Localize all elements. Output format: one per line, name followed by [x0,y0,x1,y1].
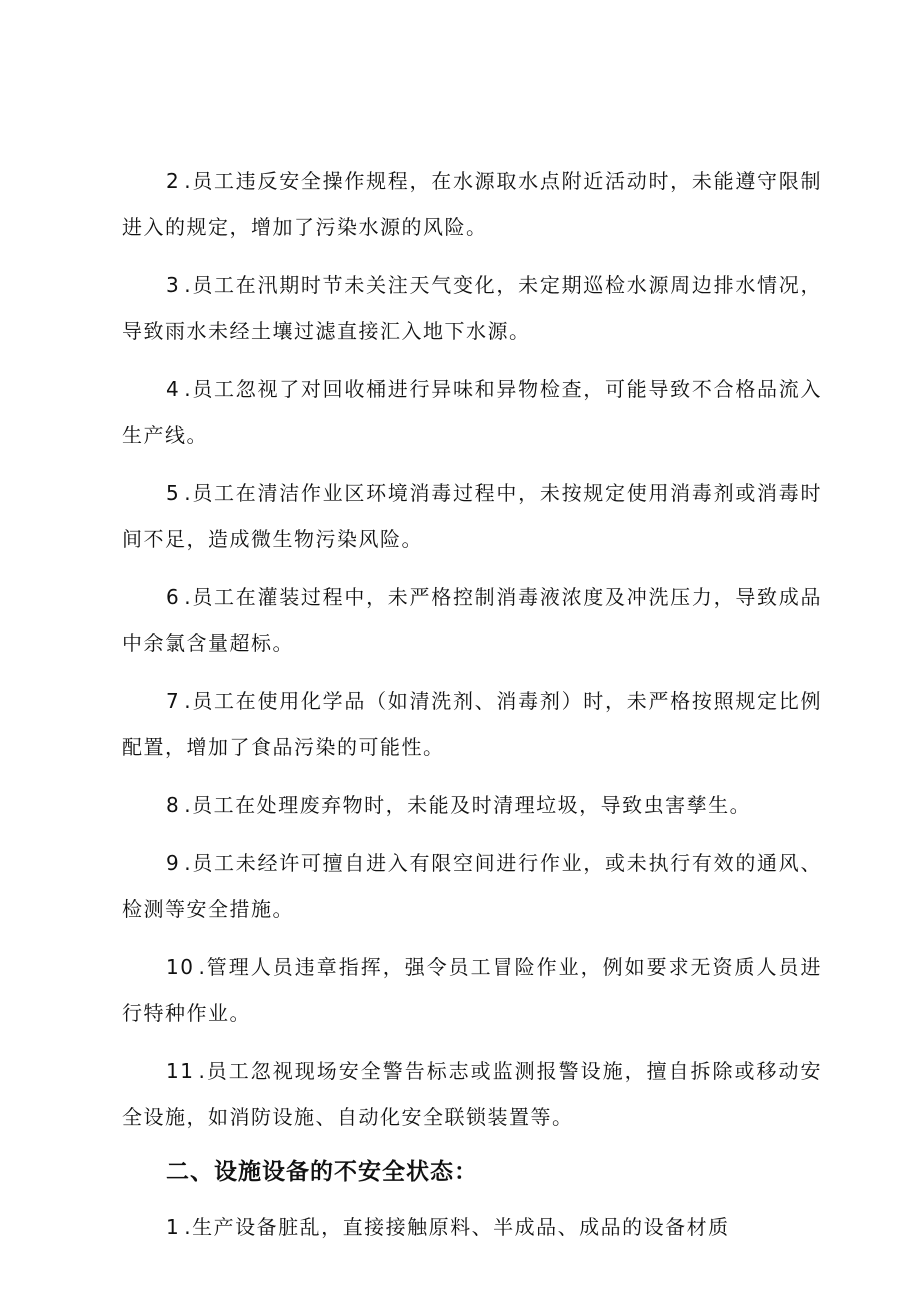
item-number: 1 [166,1215,181,1239]
item-text: .员工在汛期时节未关注天气变化，未定期巡检水源周边排水情况，导致雨水未经土壤过滤直接汇入地下水源。 [122,273,822,343]
item-number: 4 [166,377,181,401]
list-item-9 [122,840,822,932]
item-number: 11 [166,1059,195,1083]
item-text: .员工在清洁作业区环境消毒过程中，未按规定使用消毒剂或消毒时间不足，造成微生物污染风险。 [122,481,822,551]
item-text: .生产设备脏乱，直接接触原料、半成品、成品的设备材质 [184,1215,730,1239]
list-item-8 [122,782,822,828]
list-item-11 [122,1048,822,1140]
document-body [122,158,822,1262]
item-number: 3 [166,273,181,297]
list-item-2 [122,158,822,250]
list-item-3 [122,262,822,354]
item-text: .管理人员违章指挥，强令员工冒险作业，例如要求无资质人员进行特种作业。 [122,955,822,1025]
list-item-5 [122,470,822,562]
item-number: 7 [166,689,181,713]
item-text: .员工在处理废弃物时，未能及时清理垃圾，导致虫害孳生。 [184,793,752,817]
item-text: .员工在灌装过程中，未严格控制消毒液浓度及冲洗压力，导致成品中余氯含量超标。 [122,585,822,655]
item-text: .员工在使用化学品（如清洗剂、消毒剂）时，未严格按照规定比例配置，增加了食品污染的可能性。 [122,689,822,759]
item-number: 10 [166,955,195,979]
section-heading: 二、设施设备的不安全状态： [166,1159,478,1185]
item-text: .员工忽视现场安全警告标志或监测报警设施，擅自拆除或移动安全设施，如消防设施、自动化安全联锁装置等。 [122,1059,822,1129]
list-item-4 [122,366,822,458]
list-item-10 [122,944,822,1036]
item-number: 8 [166,793,181,817]
item-text: .员工违反安全操作规程，在水源取水点附近活动时，未能遵守限制进入的规定，增加了污染水源的风险。 [122,169,822,239]
item-number: 2 [166,169,181,193]
list-item-6 [122,574,822,666]
item-text: .员工忽视了对回收桶进行异味和异物检查，可能导致不合格品流入生产线。 [122,377,822,447]
item-number: 9 [166,851,181,875]
item-number: 5 [166,481,181,505]
item-text: .员工未经许可擅自进入有限空间进行作业，或未执行有效的通风、检测等安全措施。 [122,851,822,921]
list-item-1 [122,1204,822,1250]
item-number: 6 [166,585,181,609]
list-item-7 [122,678,822,770]
